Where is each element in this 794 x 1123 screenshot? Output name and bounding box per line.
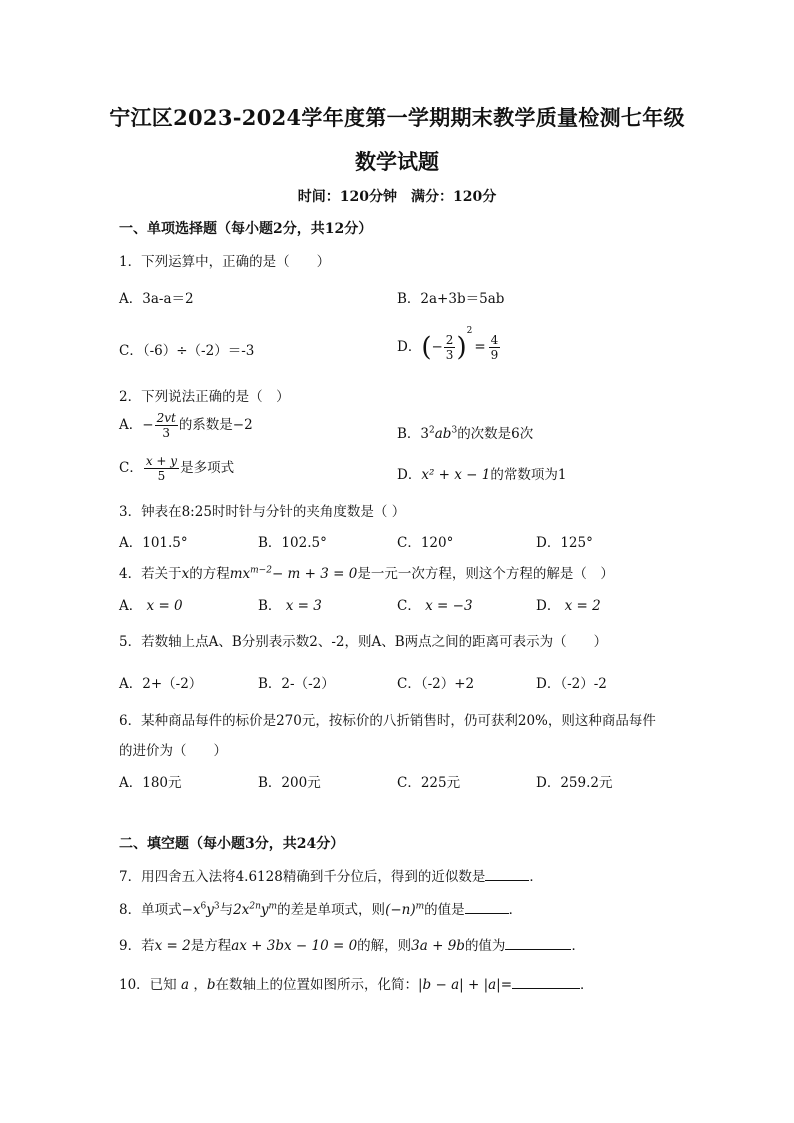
question-4-option-d: D． x = 2 [536,598,601,614]
question-2-option-b: B．$3^2ab^3$的次数是6次 [397,425,534,442]
question-1-option-b: B．2a+3b＝5ab [397,291,505,307]
question-3-option-b: B．102.5° [258,535,327,551]
answer-blank[interactable] [505,937,571,950]
exam-title: 宁江区2023-2024学年度第一学期期末教学质量检测七年级 [109,105,685,130]
question-6-option-c: C．225元 [397,775,461,791]
question-1-stem: 1．下列运算中，正确的是（ ） [119,254,331,270]
question-7: 7．用四舍五入法将4.6128精确到千分位后，得到的近似数是 ． [119,869,543,885]
section-2-heading: 二、填空题（每小题3分，共24分） [119,836,345,852]
question-4-option-a: A． x = 0 [119,598,183,614]
question-5-stem: 5．若数轴上点A、B分别表示数2、-2，则A、B两点之间的距离可表示为（ ） [119,634,608,650]
question-5-option-b: B．2-（-2） [258,676,335,692]
question-6-stem-line1: 6．某种商品每件的标价是270元，按标价的八折销售时，仍可获利20%，则这种商品每件 [119,713,656,729]
question-2-stem: 2．下列说法正确的是（ ） [119,389,290,405]
question-5-option-c: C．（-2）+2 [397,676,475,692]
answer-blank[interactable] [512,976,580,989]
question-3-stem: 3．钟表在8:25时时针与分针的夹角度数是（ ） [119,504,406,520]
exam-subtitle: 数学试题 [355,149,439,174]
question-8: 8．单项式$-x^6y^3$与$2x^{2n}y^m$的差是单项式，则$(-n)^m$的值是 ． [119,901,523,918]
question-1-option-c: C．（-6）÷（-2）＝-3 [119,343,255,359]
question-4-option-c: C． x = −3 [397,598,473,614]
question-9: 9．若x = 2是方程ax + 3bx − 10 = 0的解，则3a + 9b的值为 ． [119,938,585,954]
question-4-stem: 4．若关于x的方程$mx^{m-2}- m + 3 = 0$是一元一次方程，则这个方程的解是（ ） [119,565,614,582]
question-5-option-d: D．（-2）-2 [536,676,607,692]
question-5-option-a: A．2+（-2） [119,676,203,692]
question-6-option-a: A．180元 [119,775,182,791]
question-2-option-c: C． $\frac{x + y}{5}$ 是多项式 [119,454,235,483]
exam-meta: 时间：120分钟 满分：120分 [297,189,497,205]
question-6-option-d: D．259.2元 [536,775,613,791]
question-4-option-b: B． x = 3 [258,598,322,614]
question-3-option-a: A．101.5° [119,535,188,551]
question-3-option-c: C．120° [397,535,454,551]
question-10: 10．已知 a ，b在数轴上的位置如图所示，化简：|b − a| + |a|= ． [119,977,594,993]
question-2-option-a: A．− $\frac{2vt}{3}$ 的系数是−2 [119,411,253,440]
answer-blank[interactable] [465,901,509,914]
question-3-option-d: D．125° [536,535,593,551]
answer-blank[interactable] [485,868,529,881]
section-1-heading: 一、单项选择题（每小题2分，共12分） [119,221,373,237]
question-6-option-b: B．200元 [258,775,321,791]
question-1-option-d: D．(− $\frac{2}{3}$ )$^2$= $\frac{4}{9}$ [397,326,499,363]
question-6-stem-line2: 的进价为（ ） [119,743,227,759]
question-2-option-d: D．x² + x − 1的常数项为1 [397,467,567,483]
question-1-option-a: A．3a-a＝2 [119,291,194,307]
